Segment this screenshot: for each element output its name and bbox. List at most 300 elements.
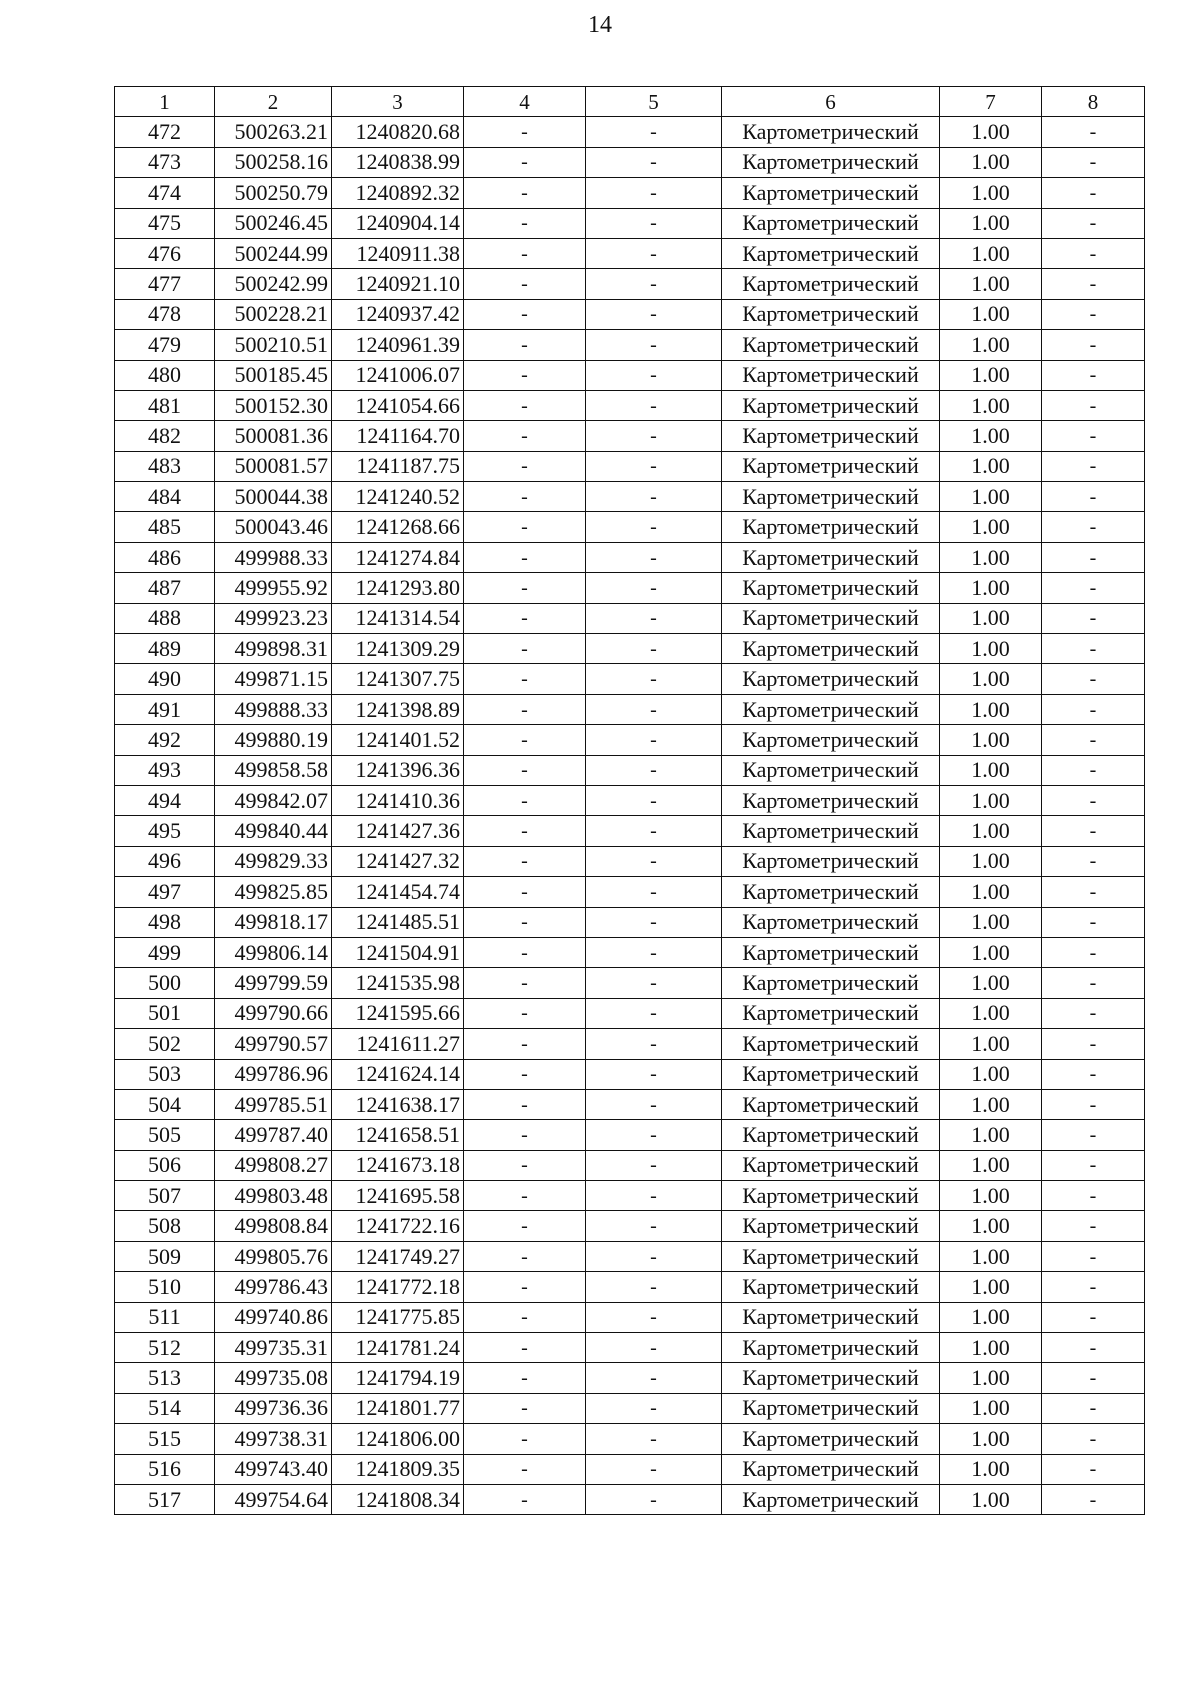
x-coordinate-cell: 500081.57 — [215, 451, 332, 481]
y-coordinate-cell: 1241595.66 — [332, 998, 464, 1028]
x-coordinate-cell: 499785.51 — [215, 1089, 332, 1119]
column-5-cell: - — [586, 1059, 722, 1089]
point-number-cell: 477 — [115, 269, 215, 299]
x-coordinate-cell: 500152.30 — [215, 390, 332, 420]
point-number-cell: 517 — [115, 1484, 215, 1514]
method-cell: Картометрический — [722, 603, 940, 633]
column-5-cell: - — [586, 542, 722, 572]
table-row — [115, 360, 1145, 390]
column-4-cell: - — [464, 634, 586, 664]
column-8-cell: - — [1042, 907, 1145, 937]
column-8-cell: - — [1042, 1181, 1145, 1211]
point-number-cell: 497 — [115, 877, 215, 907]
accuracy-cell: 1.00 — [940, 634, 1042, 664]
column-8-cell: - — [1042, 178, 1145, 208]
point-number-cell: 475 — [115, 208, 215, 238]
y-coordinate-cell: 1241054.66 — [332, 390, 464, 420]
x-coordinate-cell: 500250.79 — [215, 178, 332, 208]
accuracy-cell: 1.00 — [940, 1484, 1042, 1514]
point-number-cell: 513 — [115, 1363, 215, 1393]
table-row — [115, 1029, 1145, 1059]
point-number-cell: 494 — [115, 785, 215, 815]
column-4-cell: - — [464, 785, 586, 815]
point-number-cell: 498 — [115, 907, 215, 937]
column-4-cell: - — [464, 330, 586, 360]
point-number-cell: 476 — [115, 238, 215, 268]
table-body — [115, 117, 1145, 1515]
column-header: 4 — [464, 87, 586, 117]
x-coordinate-cell: 499805.76 — [215, 1241, 332, 1271]
column-8-cell: - — [1042, 846, 1145, 876]
accuracy-cell: 1.00 — [940, 1089, 1042, 1119]
column-5-cell: - — [586, 1363, 722, 1393]
column-8-cell: - — [1042, 634, 1145, 664]
x-coordinate-cell: 499786.96 — [215, 1059, 332, 1089]
accuracy-cell: 1.00 — [940, 1424, 1042, 1454]
column-4-cell: - — [464, 421, 586, 451]
column-4-cell: - — [464, 1424, 586, 1454]
x-coordinate-cell: 499955.92 — [215, 573, 332, 603]
point-number-cell: 510 — [115, 1272, 215, 1302]
column-4-cell: - — [464, 1302, 586, 1332]
table-row — [115, 330, 1145, 360]
method-cell: Картометрический — [722, 998, 940, 1028]
column-5-cell: - — [586, 755, 722, 785]
method-cell: Картометрический — [722, 968, 940, 998]
y-coordinate-cell: 1241240.52 — [332, 482, 464, 512]
accuracy-cell: 1.00 — [940, 1059, 1042, 1089]
column-5-cell: - — [586, 1181, 722, 1211]
column-header: 3 — [332, 87, 464, 117]
column-5-cell: - — [586, 937, 722, 967]
column-8-cell: - — [1042, 238, 1145, 268]
y-coordinate-cell: 1241274.84 — [332, 542, 464, 572]
method-cell: Картометрический — [722, 451, 940, 481]
y-coordinate-cell: 1240937.42 — [332, 299, 464, 329]
column-5-cell: - — [586, 725, 722, 755]
accuracy-cell: 1.00 — [940, 907, 1042, 937]
column-8-cell: - — [1042, 1454, 1145, 1484]
column-5-cell: - — [586, 117, 722, 147]
y-coordinate-cell: 1240961.39 — [332, 330, 464, 360]
x-coordinate-cell: 499743.40 — [215, 1454, 332, 1484]
column-5-cell: - — [586, 390, 722, 420]
x-coordinate-cell: 499808.84 — [215, 1211, 332, 1241]
method-cell: Картометрический — [722, 634, 940, 664]
column-8-cell: - — [1042, 1211, 1145, 1241]
x-coordinate-cell: 499735.31 — [215, 1333, 332, 1363]
x-coordinate-cell: 499818.17 — [215, 907, 332, 937]
column-8-cell: - — [1042, 1363, 1145, 1393]
method-cell: Картометрический — [722, 330, 940, 360]
y-coordinate-cell: 1241398.89 — [332, 694, 464, 724]
point-number-cell: 485 — [115, 512, 215, 542]
method-cell: Картометрический — [722, 178, 940, 208]
column-8-cell: - — [1042, 573, 1145, 603]
table-row — [115, 968, 1145, 998]
method-cell: Картометрический — [722, 1363, 940, 1393]
x-coordinate-cell: 500043.46 — [215, 512, 332, 542]
table-row — [115, 1089, 1145, 1119]
y-coordinate-cell: 1241535.98 — [332, 968, 464, 998]
column-8-cell: - — [1042, 360, 1145, 390]
column-8-cell: - — [1042, 147, 1145, 177]
accuracy-cell: 1.00 — [940, 603, 1042, 633]
point-number-cell: 479 — [115, 330, 215, 360]
y-coordinate-cell: 1241722.16 — [332, 1211, 464, 1241]
column-4-cell: - — [464, 178, 586, 208]
x-coordinate-cell: 499808.27 — [215, 1150, 332, 1180]
y-coordinate-cell: 1241781.24 — [332, 1333, 464, 1363]
method-cell: Картометрический — [722, 1211, 940, 1241]
x-coordinate-cell: 500228.21 — [215, 299, 332, 329]
accuracy-cell: 1.00 — [940, 937, 1042, 967]
point-number-cell: 512 — [115, 1333, 215, 1363]
x-coordinate-cell: 499803.48 — [215, 1181, 332, 1211]
method-cell: Картометрический — [722, 907, 940, 937]
column-5-cell: - — [586, 785, 722, 815]
y-coordinate-cell: 1241410.36 — [332, 785, 464, 815]
accuracy-cell: 1.00 — [940, 1211, 1042, 1241]
x-coordinate-cell: 499790.57 — [215, 1029, 332, 1059]
accuracy-cell: 1.00 — [940, 269, 1042, 299]
accuracy-cell: 1.00 — [940, 1363, 1042, 1393]
accuracy-cell: 1.00 — [940, 1241, 1042, 1271]
column-4-cell: - — [464, 968, 586, 998]
method-cell: Картометрический — [722, 846, 940, 876]
point-number-cell: 496 — [115, 846, 215, 876]
y-coordinate-cell: 1240892.32 — [332, 178, 464, 208]
accuracy-cell: 1.00 — [940, 785, 1042, 815]
column-8-cell: - — [1042, 117, 1145, 147]
column-4-cell: - — [464, 208, 586, 238]
x-coordinate-cell: 499787.40 — [215, 1120, 332, 1150]
method-cell: Картометрический — [722, 299, 940, 329]
y-coordinate-cell: 1241454.74 — [332, 877, 464, 907]
x-coordinate-cell: 499790.66 — [215, 998, 332, 1028]
accuracy-cell: 1.00 — [940, 1393, 1042, 1423]
y-coordinate-cell: 1241772.18 — [332, 1272, 464, 1302]
y-coordinate-cell: 1241006.07 — [332, 360, 464, 390]
method-cell: Картометрический — [722, 1029, 940, 1059]
table-row — [115, 390, 1145, 420]
accuracy-cell: 1.00 — [940, 299, 1042, 329]
accuracy-cell: 1.00 — [940, 1302, 1042, 1332]
column-8-cell: - — [1042, 664, 1145, 694]
accuracy-cell: 1.00 — [940, 877, 1042, 907]
column-4-cell: - — [464, 1181, 586, 1211]
method-cell: Картометрический — [722, 1120, 940, 1150]
y-coordinate-cell: 1240911.38 — [332, 238, 464, 268]
accuracy-cell: 1.00 — [940, 147, 1042, 177]
accuracy-cell: 1.00 — [940, 117, 1042, 147]
y-coordinate-cell: 1241658.51 — [332, 1120, 464, 1150]
x-coordinate-cell: 499738.31 — [215, 1424, 332, 1454]
column-8-cell: - — [1042, 937, 1145, 967]
table-row — [115, 937, 1145, 967]
column-5-cell: - — [586, 1454, 722, 1484]
column-8-cell: - — [1042, 512, 1145, 542]
point-number-cell: 486 — [115, 542, 215, 572]
column-8-cell: - — [1042, 451, 1145, 481]
y-coordinate-cell: 1241427.36 — [332, 816, 464, 846]
method-cell: Картометрический — [722, 573, 940, 603]
column-8-cell: - — [1042, 299, 1145, 329]
method-cell: Картометрический — [722, 1241, 940, 1271]
y-coordinate-cell: 1241314.54 — [332, 603, 464, 633]
column-4-cell: - — [464, 937, 586, 967]
column-5-cell: - — [586, 603, 722, 633]
accuracy-cell: 1.00 — [940, 1454, 1042, 1484]
accuracy-cell: 1.00 — [940, 998, 1042, 1028]
column-5-cell: - — [586, 147, 722, 177]
point-number-cell: 495 — [115, 816, 215, 846]
column-4-cell: - — [464, 1272, 586, 1302]
table-row — [115, 755, 1145, 785]
column-4-cell: - — [464, 664, 586, 694]
x-coordinate-cell: 500185.45 — [215, 360, 332, 390]
table-row — [115, 238, 1145, 268]
column-4-cell: - — [464, 269, 586, 299]
y-coordinate-cell: 1240838.99 — [332, 147, 464, 177]
table-row — [115, 573, 1145, 603]
x-coordinate-cell: 499858.58 — [215, 755, 332, 785]
method-cell: Картометрический — [722, 1272, 940, 1302]
accuracy-cell: 1.00 — [940, 330, 1042, 360]
method-cell: Картометрический — [722, 147, 940, 177]
accuracy-cell: 1.00 — [940, 816, 1042, 846]
accuracy-cell: 1.00 — [940, 1272, 1042, 1302]
method-cell: Картометрический — [722, 1302, 940, 1332]
y-coordinate-cell: 1241638.17 — [332, 1089, 464, 1119]
table-row — [115, 816, 1145, 846]
accuracy-cell: 1.00 — [940, 694, 1042, 724]
x-coordinate-cell: 500258.16 — [215, 147, 332, 177]
method-cell: Картометрический — [722, 1150, 940, 1180]
column-8-cell: - — [1042, 208, 1145, 238]
table-row — [115, 299, 1145, 329]
point-number-cell: 514 — [115, 1393, 215, 1423]
method-cell: Картометрический — [722, 664, 940, 694]
column-8-cell: - — [1042, 330, 1145, 360]
accuracy-cell: 1.00 — [940, 390, 1042, 420]
column-4-cell: - — [464, 694, 586, 724]
column-5-cell: - — [586, 178, 722, 208]
accuracy-cell: 1.00 — [940, 968, 1042, 998]
table-row — [115, 1120, 1145, 1150]
point-number-cell: 484 — [115, 482, 215, 512]
point-number-cell: 506 — [115, 1150, 215, 1180]
table-row — [115, 725, 1145, 755]
table-row — [115, 482, 1145, 512]
point-number-cell: 490 — [115, 664, 215, 694]
point-number-cell: 502 — [115, 1029, 215, 1059]
x-coordinate-cell: 500246.45 — [215, 208, 332, 238]
y-coordinate-cell: 1241268.66 — [332, 512, 464, 542]
x-coordinate-cell: 499988.33 — [215, 542, 332, 572]
y-coordinate-cell: 1241504.91 — [332, 937, 464, 967]
column-4-cell: - — [464, 1363, 586, 1393]
table-row — [115, 1363, 1145, 1393]
point-number-cell: 473 — [115, 147, 215, 177]
y-coordinate-cell: 1241485.51 — [332, 907, 464, 937]
y-coordinate-cell: 1240820.68 — [332, 117, 464, 147]
column-8-cell: - — [1042, 421, 1145, 451]
column-8-cell: - — [1042, 1333, 1145, 1363]
table-row — [115, 451, 1145, 481]
y-coordinate-cell: 1241187.75 — [332, 451, 464, 481]
y-coordinate-cell: 1241806.00 — [332, 1424, 464, 1454]
y-coordinate-cell: 1241427.32 — [332, 846, 464, 876]
method-cell: Картометрический — [722, 542, 940, 572]
x-coordinate-cell: 500081.36 — [215, 421, 332, 451]
column-5-cell: - — [586, 846, 722, 876]
column-5-cell: - — [586, 208, 722, 238]
x-coordinate-cell: 499923.23 — [215, 603, 332, 633]
column-5-cell: - — [586, 573, 722, 603]
accuracy-cell: 1.00 — [940, 1029, 1042, 1059]
table-row — [115, 1059, 1145, 1089]
table-row — [115, 998, 1145, 1028]
column-5-cell: - — [586, 1029, 722, 1059]
y-coordinate-cell: 1241801.77 — [332, 1393, 464, 1423]
x-coordinate-cell: 499740.86 — [215, 1302, 332, 1332]
column-5-cell: - — [586, 816, 722, 846]
y-coordinate-cell: 1241673.18 — [332, 1150, 464, 1180]
y-coordinate-cell: 1240904.14 — [332, 208, 464, 238]
column-8-cell: - — [1042, 694, 1145, 724]
method-cell: Картометрический — [722, 877, 940, 907]
column-5-cell: - — [586, 512, 722, 542]
accuracy-cell: 1.00 — [940, 1333, 1042, 1363]
y-coordinate-cell: 1241809.35 — [332, 1454, 464, 1484]
column-8-cell: - — [1042, 755, 1145, 785]
column-5-cell: - — [586, 877, 722, 907]
table-row — [115, 1424, 1145, 1454]
point-number-cell: 474 — [115, 178, 215, 208]
column-4-cell: - — [464, 1393, 586, 1423]
y-coordinate-cell: 1241749.27 — [332, 1241, 464, 1271]
method-cell: Картометрический — [722, 1059, 940, 1089]
point-number-cell: 499 — [115, 937, 215, 967]
column-8-cell: - — [1042, 1393, 1145, 1423]
method-cell: Картометрический — [722, 421, 940, 451]
y-coordinate-cell: 1241396.36 — [332, 755, 464, 785]
column-4-cell: - — [464, 147, 586, 177]
accuracy-cell: 1.00 — [940, 755, 1042, 785]
column-4-cell: - — [464, 816, 586, 846]
column-4-cell: - — [464, 1211, 586, 1241]
x-coordinate-cell: 499842.07 — [215, 785, 332, 815]
column-4-cell: - — [464, 1120, 586, 1150]
x-coordinate-cell: 500244.99 — [215, 238, 332, 268]
table-row — [115, 846, 1145, 876]
y-coordinate-cell: 1241293.80 — [332, 573, 464, 603]
accuracy-cell: 1.00 — [940, 725, 1042, 755]
column-8-cell: - — [1042, 1059, 1145, 1089]
x-coordinate-cell: 499736.36 — [215, 1393, 332, 1423]
column-5-cell: - — [586, 1484, 722, 1514]
method-cell: Картометрический — [722, 1393, 940, 1423]
table-row — [115, 147, 1145, 177]
x-coordinate-cell: 499871.15 — [215, 664, 332, 694]
column-header: 2 — [215, 87, 332, 117]
accuracy-cell: 1.00 — [940, 846, 1042, 876]
column-5-cell: - — [586, 664, 722, 694]
x-coordinate-cell: 499840.44 — [215, 816, 332, 846]
table-row — [115, 1272, 1145, 1302]
column-5-cell: - — [586, 907, 722, 937]
x-coordinate-cell: 499829.33 — [215, 846, 332, 876]
column-8-cell: - — [1042, 269, 1145, 299]
column-4-cell: - — [464, 451, 586, 481]
accuracy-cell: 1.00 — [940, 1150, 1042, 1180]
column-4-cell: - — [464, 1484, 586, 1514]
column-5-cell: - — [586, 360, 722, 390]
column-5-cell: - — [586, 1120, 722, 1150]
method-cell: Картометрический — [722, 360, 940, 390]
x-coordinate-cell: 500263.21 — [215, 117, 332, 147]
accuracy-cell: 1.00 — [940, 238, 1042, 268]
column-8-cell: - — [1042, 482, 1145, 512]
method-cell: Картометрический — [722, 269, 940, 299]
column-header: 8 — [1042, 87, 1145, 117]
y-coordinate-cell: 1241611.27 — [332, 1029, 464, 1059]
table-row — [115, 1181, 1145, 1211]
point-number-cell: 472 — [115, 117, 215, 147]
method-cell: Картометрический — [722, 694, 940, 724]
column-5-cell: - — [586, 1333, 722, 1363]
y-coordinate-cell: 1241164.70 — [332, 421, 464, 451]
column-5-cell: - — [586, 1241, 722, 1271]
x-coordinate-cell: 500044.38 — [215, 482, 332, 512]
column-8-cell: - — [1042, 968, 1145, 998]
point-number-cell: 483 — [115, 451, 215, 481]
method-cell: Картометрический — [722, 238, 940, 268]
column-8-cell: - — [1042, 1029, 1145, 1059]
point-number-cell: 488 — [115, 603, 215, 633]
point-number-cell: 501 — [115, 998, 215, 1028]
table-row — [115, 1454, 1145, 1484]
column-5-cell: - — [586, 968, 722, 998]
point-number-cell: 503 — [115, 1059, 215, 1089]
column-8-cell: - — [1042, 998, 1145, 1028]
table-row — [115, 178, 1145, 208]
point-number-cell: 505 — [115, 1120, 215, 1150]
column-4-cell: - — [464, 725, 586, 755]
point-number-cell: 509 — [115, 1241, 215, 1271]
table-row — [115, 877, 1145, 907]
method-cell: Картометрический — [722, 937, 940, 967]
table-row — [115, 269, 1145, 299]
table-row — [115, 1150, 1145, 1180]
column-5-cell: - — [586, 1150, 722, 1180]
method-cell: Картометрический — [722, 785, 940, 815]
column-4-cell: - — [464, 299, 586, 329]
column-8-cell: - — [1042, 1484, 1145, 1514]
point-number-cell: 516 — [115, 1454, 215, 1484]
column-8-cell: - — [1042, 1120, 1145, 1150]
point-number-cell: 500 — [115, 968, 215, 998]
table-row — [115, 907, 1145, 937]
column-8-cell: - — [1042, 1302, 1145, 1332]
column-5-cell: - — [586, 998, 722, 1028]
column-header: 5 — [586, 87, 722, 117]
table-row — [115, 208, 1145, 238]
column-8-cell: - — [1042, 1424, 1145, 1454]
point-number-cell: 478 — [115, 299, 215, 329]
column-4-cell: - — [464, 603, 586, 633]
